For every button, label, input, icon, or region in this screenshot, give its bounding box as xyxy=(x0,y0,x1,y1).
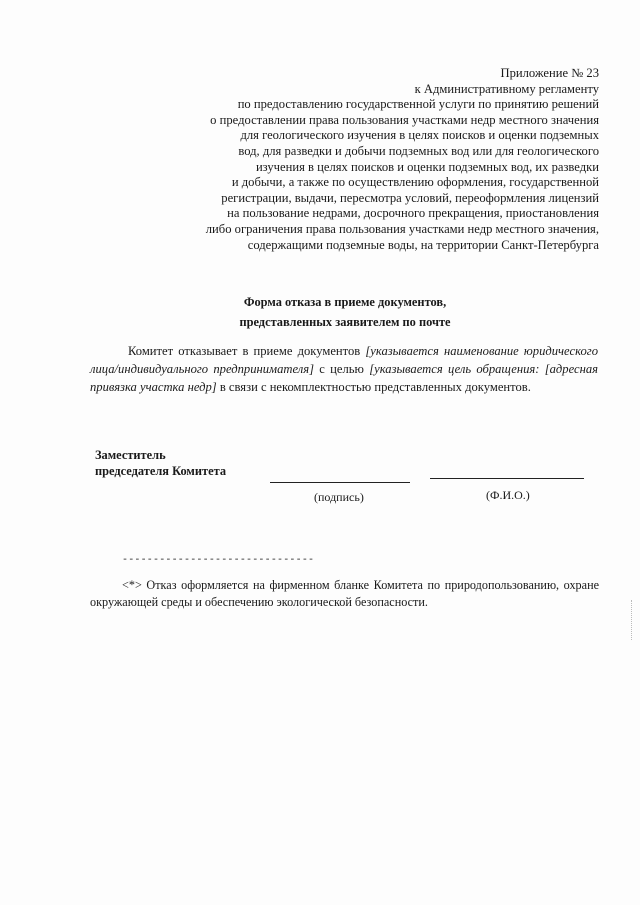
appendix-line: изучения в целях поисков и оценки подземных вод, их разведки xyxy=(255,159,599,174)
appendix-line: Приложение № 23 xyxy=(500,66,599,80)
form-title xyxy=(0,292,640,332)
appendix-line: вод, для разведки и добычи подземных вод или для геологического xyxy=(238,143,599,158)
signature-label: (подпись) xyxy=(314,490,364,504)
signature-line xyxy=(270,482,410,483)
signatory-position-line-1: Заместитель xyxy=(95,448,166,462)
appendix-line: либо ограничения права пользования участками недр местного значения, xyxy=(205,221,599,236)
appendix-line: регистрации, выдачи, пересмотра условий, переоформления лицензий xyxy=(221,190,599,205)
body-text-placeholder-purpose: [указывается цель обращения: [адресная привязка участка недр] xyxy=(90,362,598,394)
refusal-paragraph xyxy=(90,342,598,396)
form-title-line-1: Форма отказа в приеме документов, xyxy=(243,295,447,309)
name-label: (Ф.И.О.) xyxy=(486,488,530,502)
signatory-position-line-2: председателя Комитета xyxy=(95,464,227,478)
name-line xyxy=(430,478,584,479)
appendix-line: по предоставлению государственной услуги по принятию решений xyxy=(237,97,599,112)
signatory-position xyxy=(95,447,226,479)
footnote-divider: ------------------------------- xyxy=(122,555,315,566)
appendix-line: на пользование недрами, досрочного прекращения, приостановления xyxy=(227,206,599,221)
body-text-part-1: Комитет отказывает в приеме документов xyxy=(128,344,366,358)
appendix-line: для геологического изучения в целях поисков и оценки подземных xyxy=(240,128,599,143)
appendix-line: содержащими подземные воды, на территории Санкт-Петербурга xyxy=(247,237,599,252)
appendix-header xyxy=(159,66,599,253)
footnote: <*> Отказ оформляется на фирменном бланке Комитета по природопользованию, охране окружающей среды и обеспечению экологической безопасности. xyxy=(90,578,599,609)
appendix-line: о предоставлении права пользования участками недр местного значения xyxy=(210,112,599,127)
appendix-line: к Административному регламенту xyxy=(414,81,599,96)
body-text-placeholder-applicant: [указывается наименование юридического лица/индивидуального предпринимателя] xyxy=(90,344,598,376)
scan-margin-artifact xyxy=(631,600,634,640)
body-text-part-2: с целью xyxy=(314,362,370,376)
form-title-line-2: представленных заявителем по почте xyxy=(239,315,451,329)
body-text-part-3: в связи с некомплектностью представленных документов. xyxy=(216,380,531,394)
appendix-line: и добычи, а также по осуществлению оформления, государственной xyxy=(231,175,599,190)
